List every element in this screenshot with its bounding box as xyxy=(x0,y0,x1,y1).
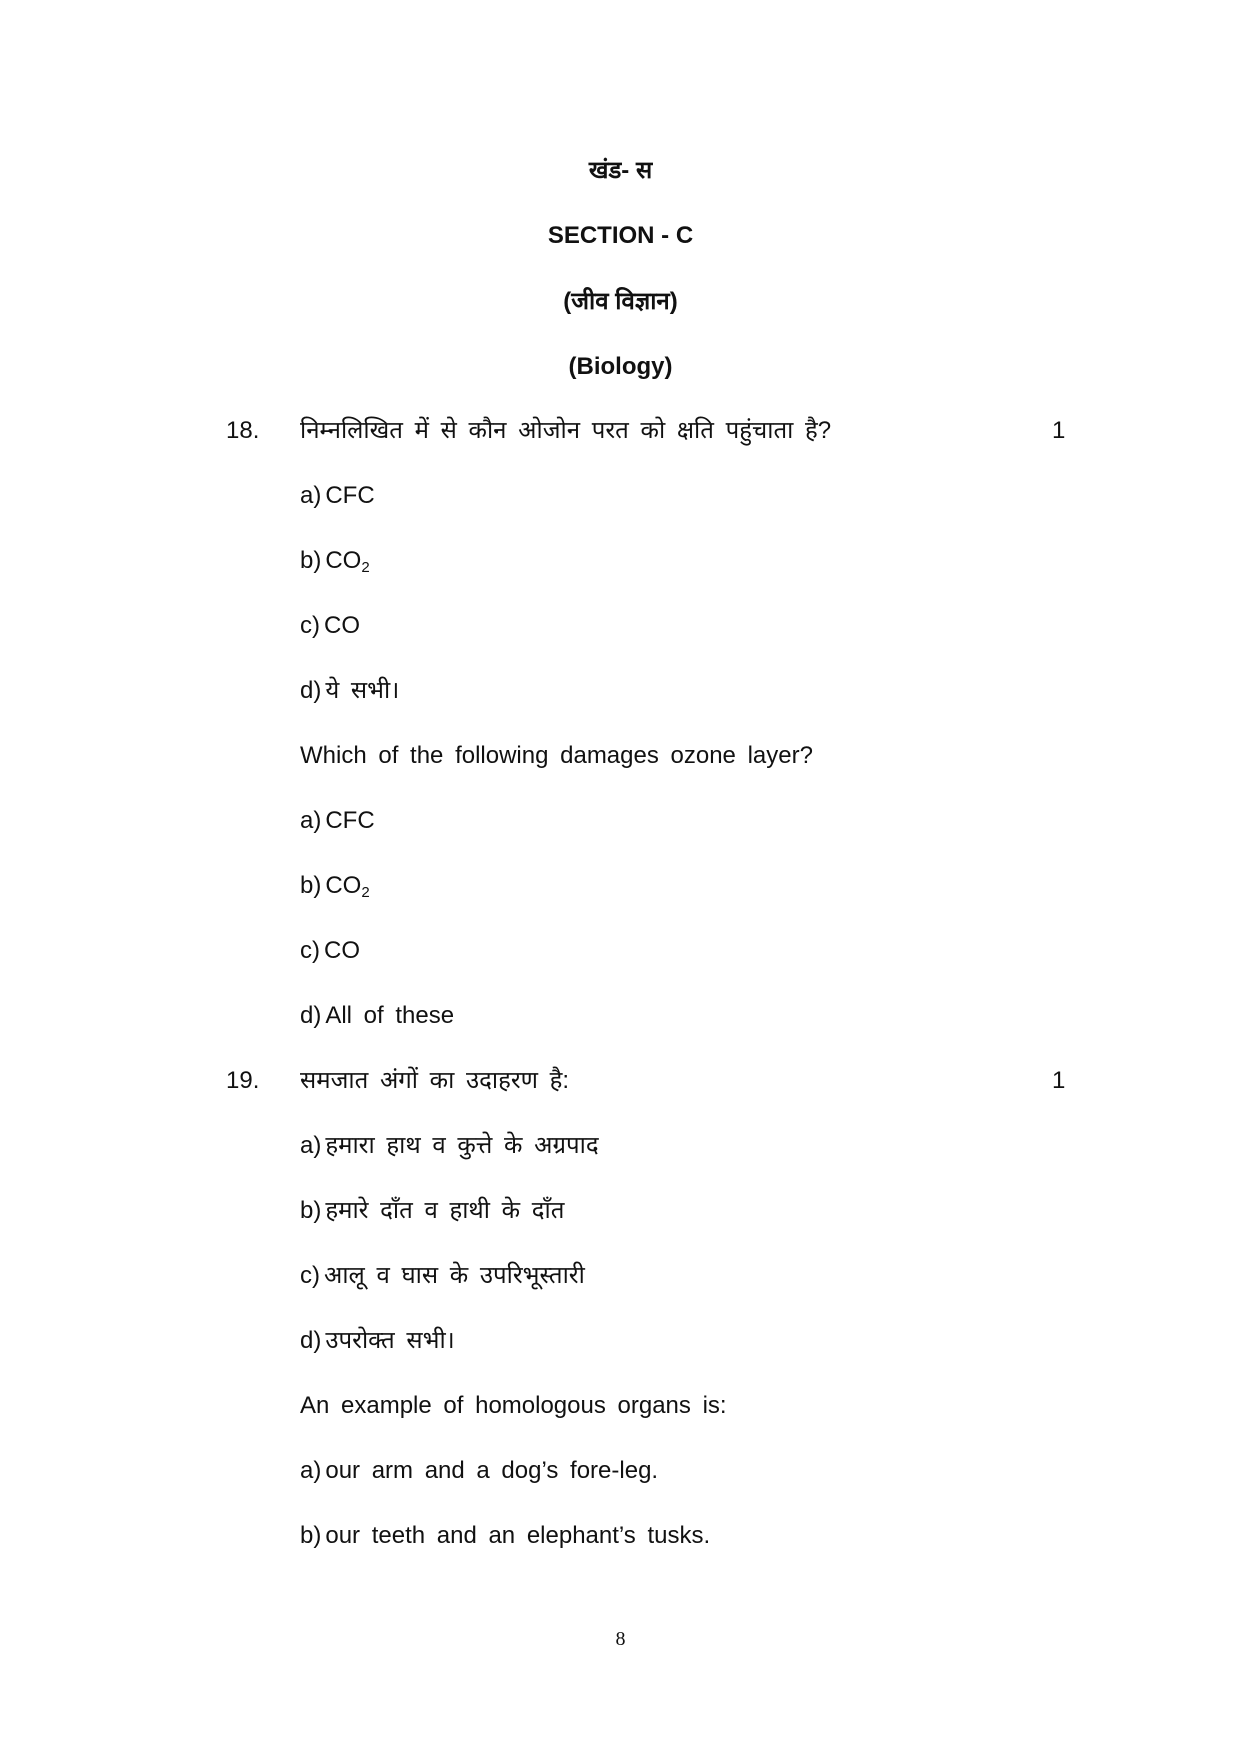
page-number: 8 xyxy=(615,1628,626,1650)
option-label: b) xyxy=(300,1522,322,1549)
option-d-english xyxy=(300,1001,454,1031)
hindi-section-heading: खंड- स xyxy=(588,157,653,184)
option-subscript: 2 xyxy=(361,559,370,576)
option-text: All of these xyxy=(325,1002,455,1029)
question-number: 19. xyxy=(226,1067,260,1094)
option-label: a) xyxy=(300,1132,322,1159)
option-label: b) xyxy=(300,1197,322,1224)
option-label: d) xyxy=(300,1327,322,1354)
option-label: c) xyxy=(300,612,320,639)
option-c-hindi xyxy=(300,611,360,641)
hindi-subject-heading: (जीव विज्ञान) xyxy=(563,288,678,315)
option-label: c) xyxy=(300,937,320,964)
option-subscript: 2 xyxy=(361,884,370,901)
question-text-english: An example of homologous organs is: xyxy=(300,1392,727,1419)
option-b-hindi xyxy=(300,546,370,576)
option-label: a) xyxy=(300,1457,322,1484)
option-text: CO xyxy=(325,547,362,574)
option-label: a) xyxy=(300,807,322,834)
option-a-hindi xyxy=(300,481,375,511)
question-text-english: Which of the following damages ozone layer? xyxy=(300,742,813,769)
option-a-english xyxy=(300,1456,658,1486)
option-text: CFC xyxy=(325,482,375,509)
option-text: our teeth and an elephant’s tusks. xyxy=(325,1522,711,1549)
option-label: c) xyxy=(300,1262,320,1289)
option-label: d) xyxy=(300,1002,322,1029)
option-d-hindi xyxy=(300,1326,455,1356)
option-text: आलू व घास के उपरिभूस्तारी xyxy=(324,1262,585,1289)
option-text: उपरोक्त सभी। xyxy=(325,1327,455,1354)
option-label: a) xyxy=(300,482,322,509)
option-label: d) xyxy=(300,677,322,704)
option-a-hindi xyxy=(300,1131,599,1161)
option-text: CO xyxy=(325,872,362,899)
option-c-hindi xyxy=(300,1261,585,1291)
option-label: b) xyxy=(300,547,322,574)
option-text: CO xyxy=(324,612,360,639)
option-text: हमारे दाँत व हाथी के दाँत xyxy=(325,1197,565,1224)
option-text: ये सभी। xyxy=(325,677,400,704)
question-marks: 1 xyxy=(1052,417,1066,444)
option-b-english xyxy=(300,1521,710,1551)
option-text: हमारा हाथ व कुत्ते के अग्रपाद xyxy=(325,1132,599,1159)
option-text: our arm and a dog’s fore-leg. xyxy=(325,1457,659,1484)
section-heading: SECTION - C xyxy=(547,222,694,249)
option-d-hindi xyxy=(300,676,399,706)
option-text: CO xyxy=(324,937,360,964)
option-c-english xyxy=(300,936,360,966)
question-text-hindi: समजात अंगों का उदाहरण है: xyxy=(300,1067,570,1094)
option-b-english xyxy=(300,871,370,901)
option-a-english xyxy=(300,806,375,836)
option-label: b) xyxy=(300,872,322,899)
question-number: 18. xyxy=(226,417,260,444)
question-text-hindi: निम्नलिखित में से कौन ओजोन परत को क्षति पहुंचाता है? xyxy=(300,417,832,444)
option-b-hindi xyxy=(300,1196,564,1226)
option-text: CFC xyxy=(325,807,375,834)
question-marks: 1 xyxy=(1052,1067,1066,1094)
subject-heading: (Biology) xyxy=(568,353,673,380)
